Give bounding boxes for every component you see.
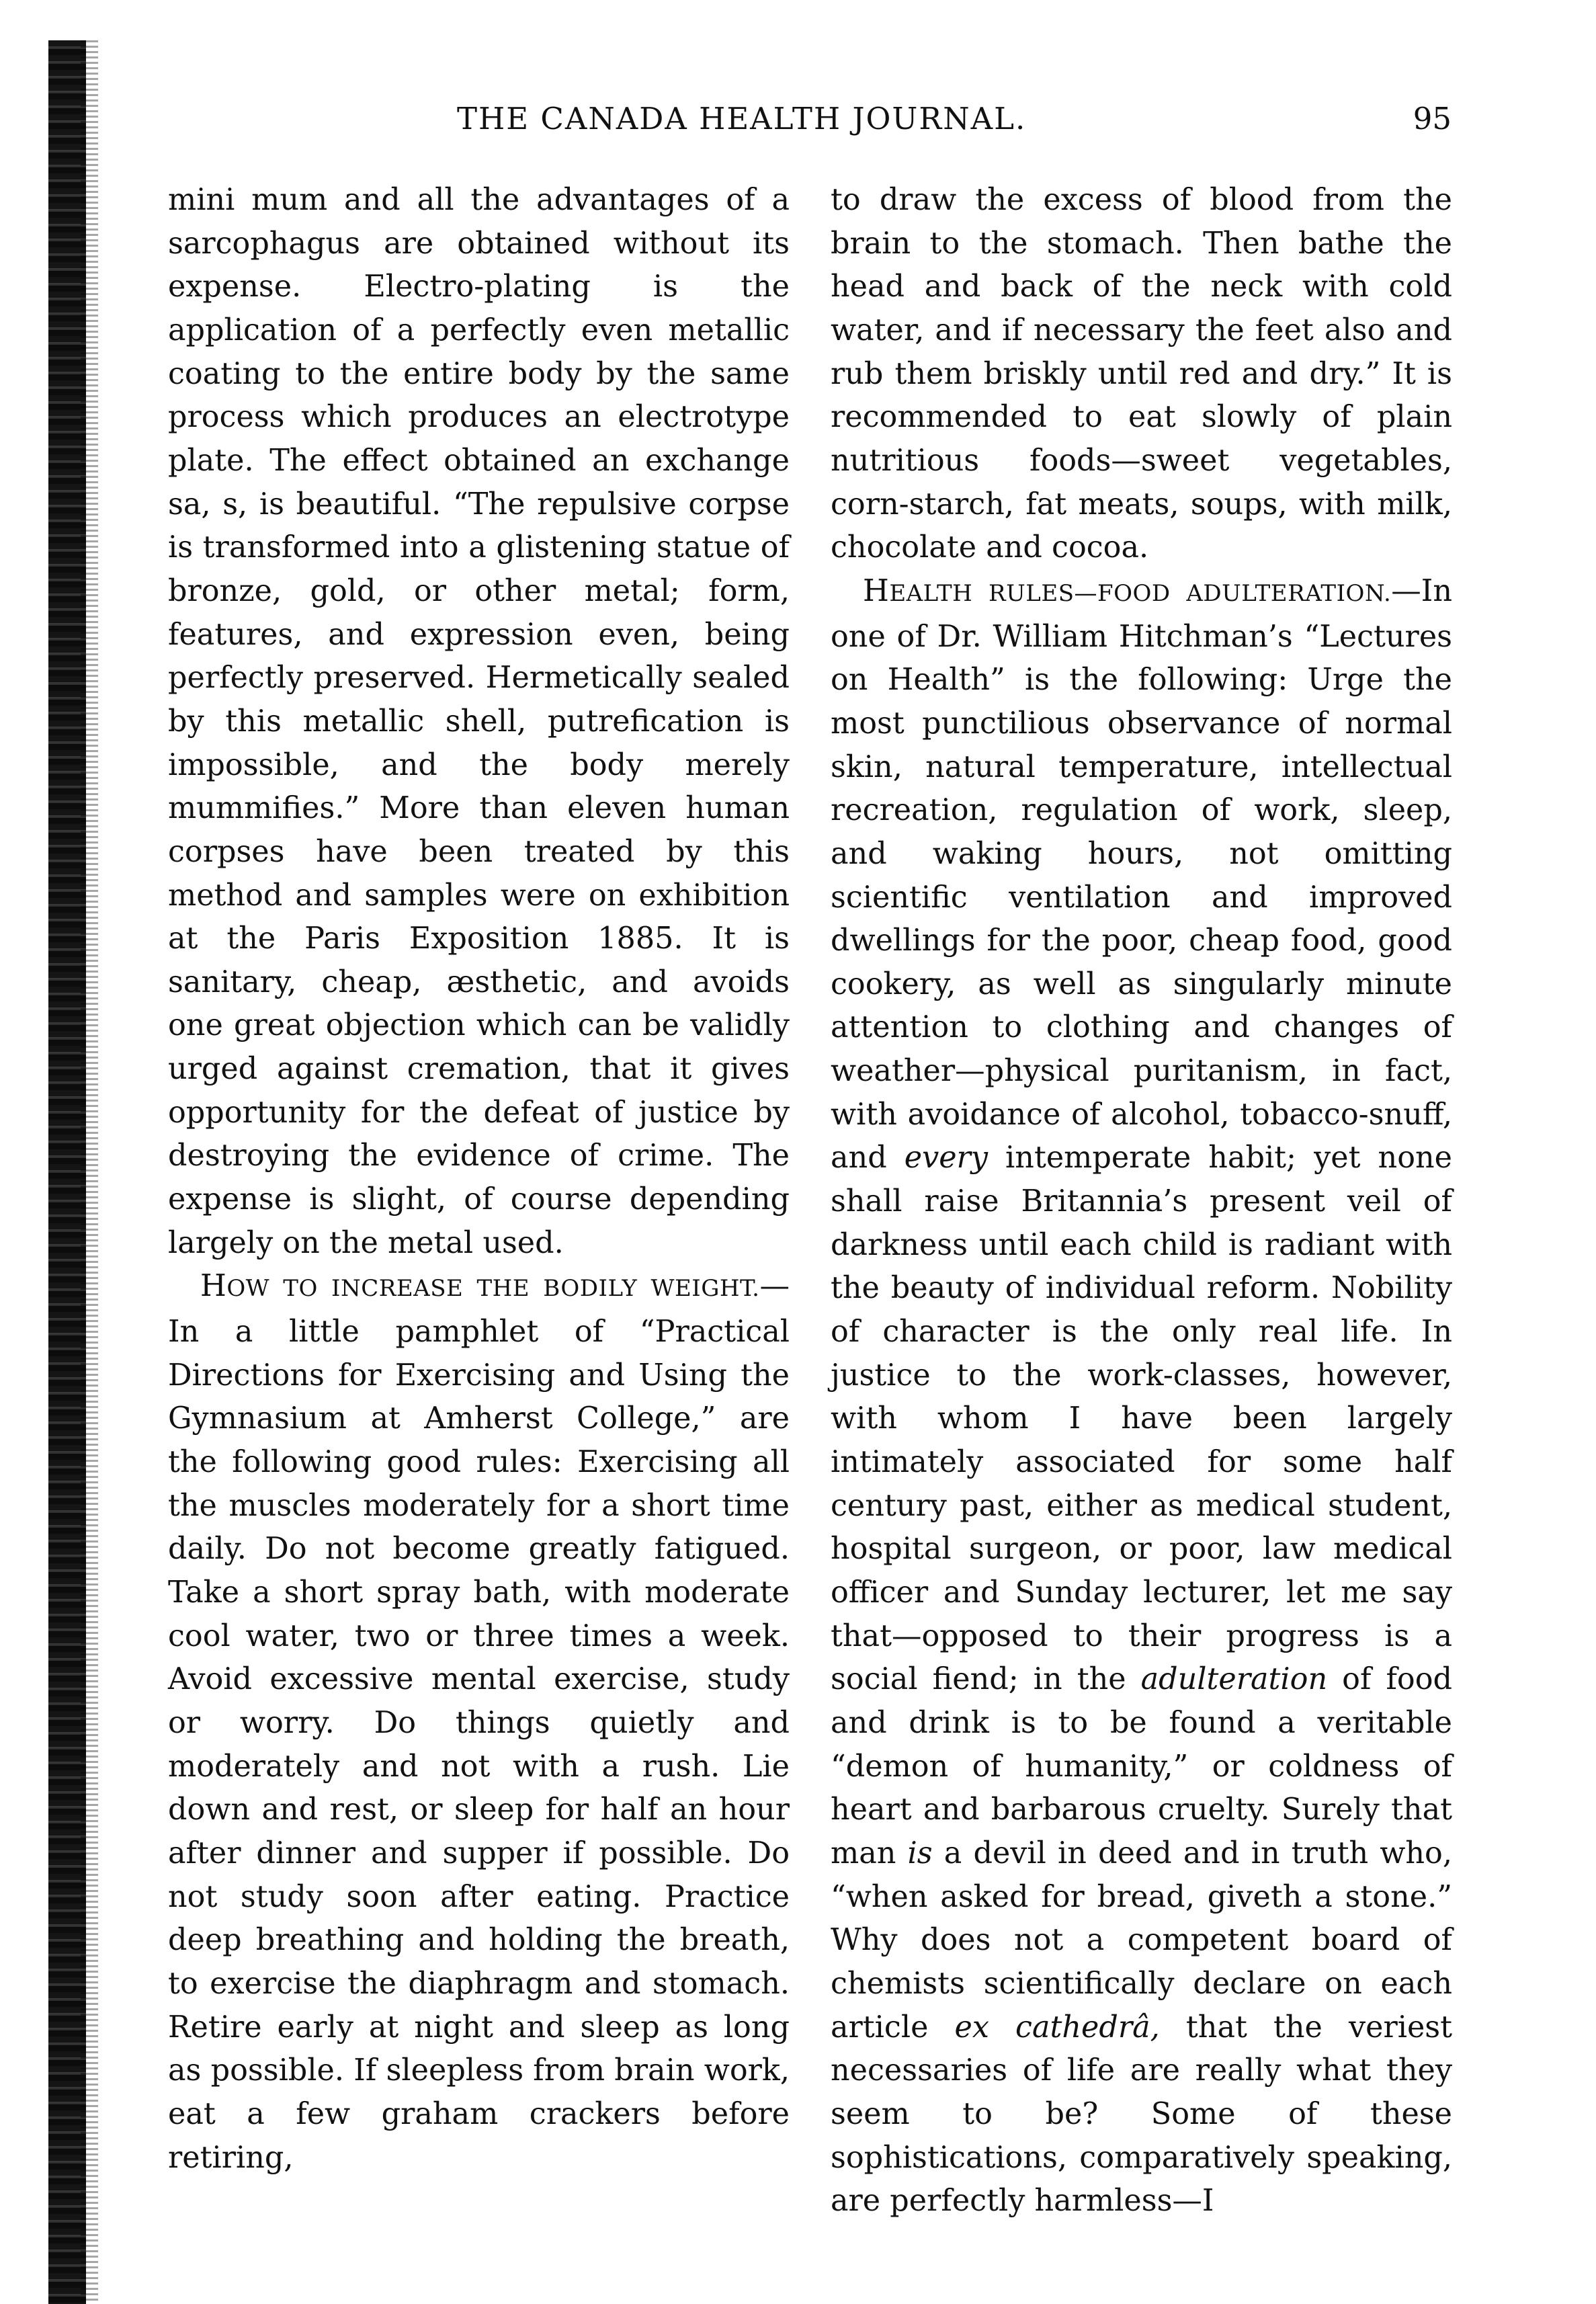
- running-title: THE CANADA HEALTH JOURNAL.: [457, 101, 1027, 136]
- right-column: [831, 179, 1452, 2223]
- italic-every: every: [904, 1141, 988, 1176]
- page-number: 95: [1413, 101, 1452, 136]
- right-paragraph-1: to draw the excess of blood from the brain to the stomach. Then bathe the head and back of the neck with cold water, and if necessary the feet also and rub them briskly until red and dry.” It is recommended to eat slowly of plain nutritious foods—sweet vegetables, corn-starch, fat meats, soups, with milk, chocolate and cocoa.: [831, 183, 1452, 565]
- left-column: [168, 179, 790, 2180]
- left-paragraph-2: [168, 1265, 790, 2180]
- page-header: [168, 101, 1452, 148]
- left-paragraph-1: mini mum and all the advantages of a sarcophagus are obtained without its expense. Electro-plating is the application of a perfectly even metallic coating to the entire body by the same process which produces an electrotype plate. The effect obtained an exchange sa, s, is beautiful. “The repulsive corpse is transformed into a glistening statue of bronze, gold, or other metal; form, features, and expression even, being perfectly preserved. Hermetically sealed by this metallic shell, putrefication is impossible, and the body merely mummifies.” More than eleven human corpses have been treated by this method and samples were on exhibition at the Paris Exposition 1885. It is sanitary, cheap, æsthetic, and avoids one great objection which can be validly urged against cremation, that it gives opportunity for the defeat of justice by destroying the evidence of crime. The expense is slight, of course depending largely on the metal used.: [168, 183, 790, 1260]
- italic-adulteration: adulteration: [1140, 1662, 1328, 1697]
- italic-is: is: [907, 1836, 933, 1870]
- book-binding-edge: [48, 40, 86, 2304]
- right-paragraph-2: HEALTH RULES—FOOD ADULTERATION.—In one of Dr. William Hitchman’s “Lectures on Health” is the following: Urge the most punctilious observance of normal skin, natural temperature, intellectual recreation, regulation of work, sleep, and waking hours, not omitting scientific ventilation and improved dwellings for the poor, cheap food, good cookery, as well as singularly minute attention to clothing and changes of weather—physical puritanism, in fact, with avoidance of alcohol, tobacco-snuff, and every intemperate habit; yet none shall raise Britannia’s present veil of darkness until each child is radiant with the beauty of individual reform. Nobility of character is the only real life. In justice to the work-classes, however, with whom I have been largely intimately associated for some half century past, either as medical student, hospital surgeon, or poor, law medical officer and Sunday lecturer, let me say that—opposed to their progress is a social fiend; in the adulteration of food and drink is to be found a veritable “demon of humanity,” or coldness of heart and barbarous cruelty. Surely that man is a devil in deed and in truth who, “when asked for bread, giveth a stone.” Why does not a competent board of chemists scientifically declare on each article ex cathedrâ, that the veriest necessaries of life are really what they seem to be? Some of these sophistications, comparatively speaking, are perfectly harmless—I: [831, 573, 1452, 2219]
- section-heading-food-adulteration: HEALTH RULES—FOOD ADULTERATION.: [863, 573, 1392, 608]
- section-heading-bodily-weight: HOW TO INCREASE THE BODILY WEIGHT.: [200, 1269, 760, 1304]
- left-paragraph-2-body: —In a little pamphlet of “Practical Directions for Exercising and Using the Gymnasium at Amherst College,” are the following good rules: Exercising all the muscles moderately for a short time daily. Do not become greatly fatigued. Take a short spray bath, with moderate cool water, two or three times a week. Avoid excessive mental exercise, study or worry. Do things quietly and moderately and not with a rush. Lie down and rest, or sleep for half an hour after dinner and supper if possible. Do not study soon after eating. Practice deep breathing and holding the breath, to exercise the diaphragm and stomach. Retire early at night and sleep as long as possible. If sleepless from brain work, eat a few graham crackers before retiring,: [168, 1269, 790, 2175]
- italic-ex-cathedra: ex cathedrâ,: [954, 2010, 1160, 2045]
